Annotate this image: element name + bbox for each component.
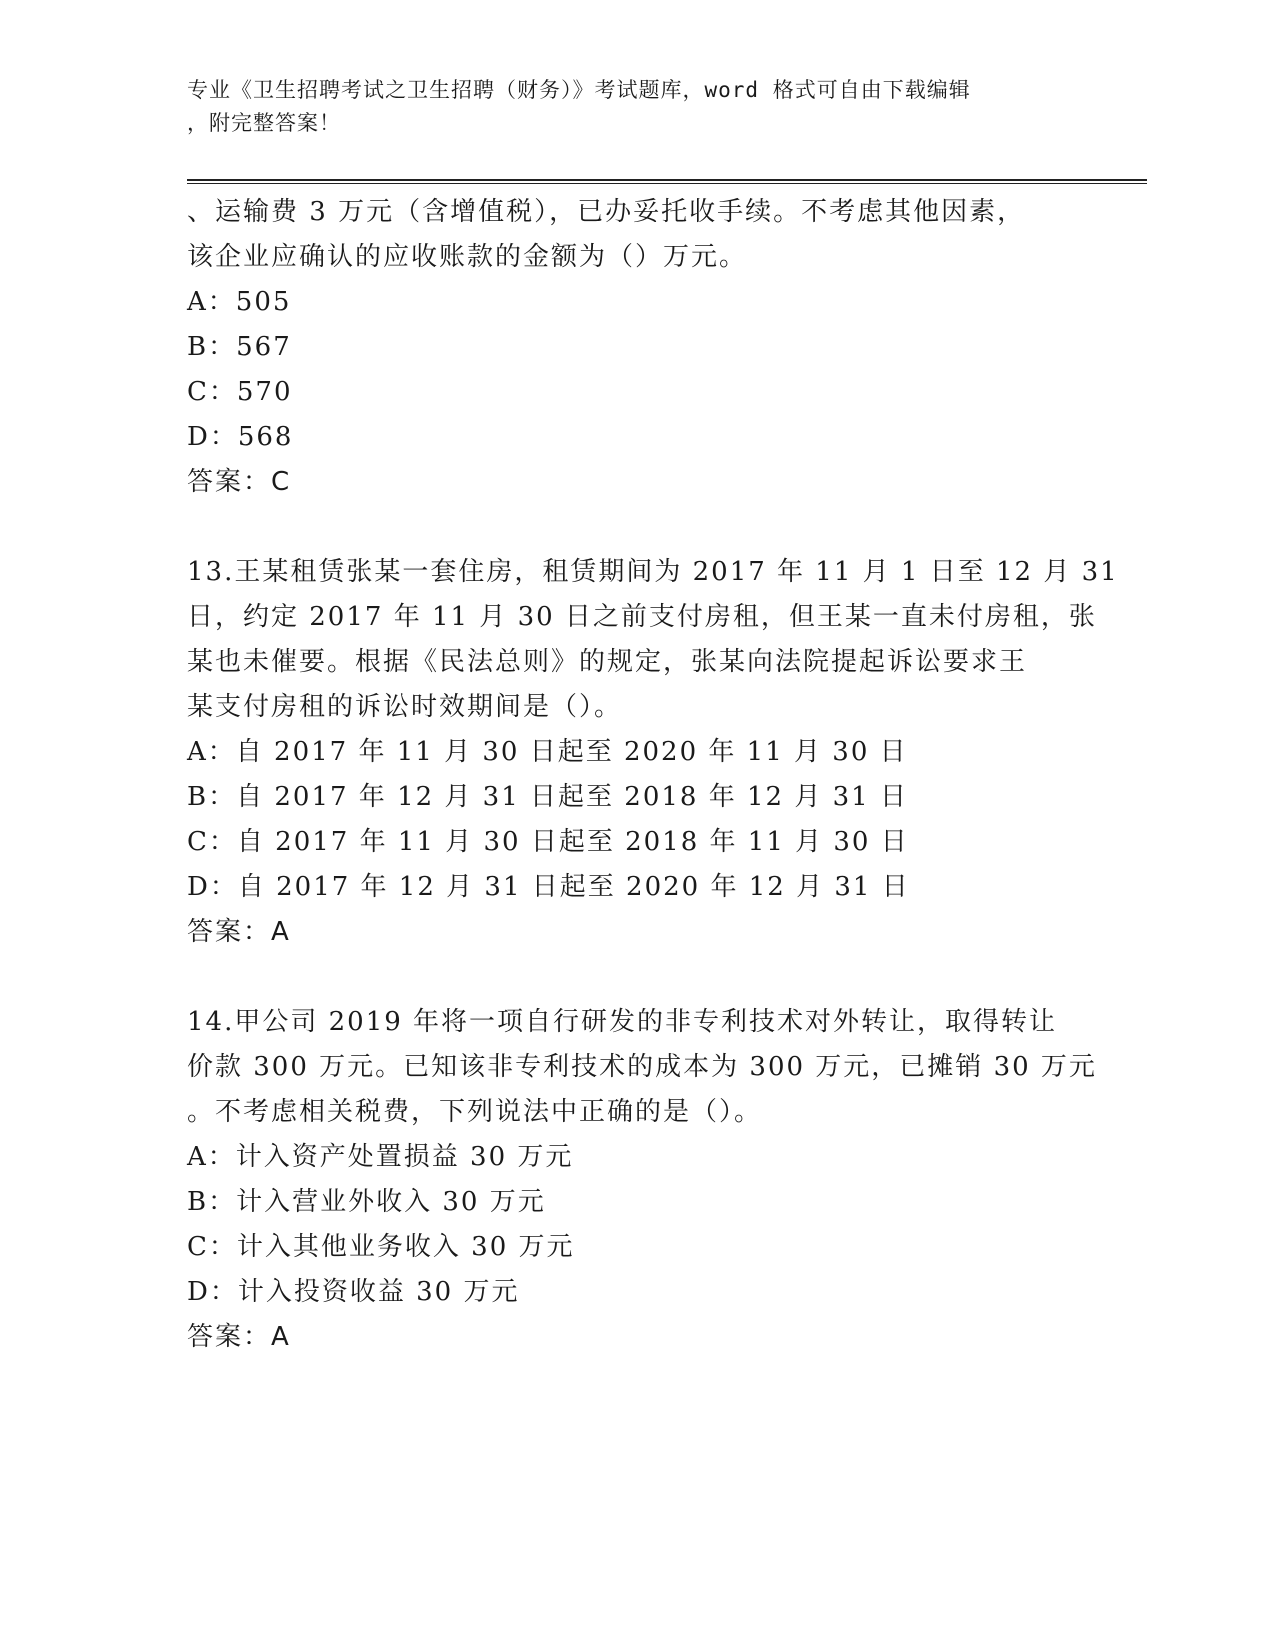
question-text: 、运输费 3 万元（含增值税），已办妥托收手续。不考虑其他因素， bbox=[187, 197, 1026, 227]
document-header bbox=[187, 74, 1067, 140]
option-b: B：计入营业外收入 30 万元 bbox=[187, 1187, 546, 1217]
question-text: 14.甲公司 2019 年将一项自行研发的非专利技术对外转让，取得转让 bbox=[187, 1007, 1058, 1037]
question-12 bbox=[187, 190, 1087, 505]
question-list bbox=[187, 190, 1119, 1360]
question-text: 价款 300 万元。已知该非专利技术的成本为 300 万元，已摊销 30 万元 bbox=[187, 1052, 1097, 1082]
question-text: 某支付房租的诉讼时效期间是（）。 bbox=[187, 692, 623, 722]
option-d: D：计入投资收益 30 万元 bbox=[187, 1277, 520, 1307]
answer: 答案：A bbox=[187, 917, 291, 947]
header-line-2: ，附完整答案！ bbox=[187, 111, 341, 135]
question-14 bbox=[187, 1000, 1097, 1360]
option-c: C：计入其他业务收入 30 万元 bbox=[187, 1232, 575, 1262]
question-text: 某也未催要。根据《民法总则》的规定，张某向法院提起诉讼要求王 bbox=[187, 647, 1028, 677]
header-divider bbox=[187, 179, 1147, 184]
question-text: 该企业应确认的应收账款的金额为（）万元。 bbox=[187, 242, 748, 272]
header-line-1: 专业《卫生招聘考试之卫生招聘（财务）》考试题库，word 格式可自由下载编辑 bbox=[187, 78, 971, 102]
option-c: C：570 bbox=[187, 377, 293, 407]
question-text: 13.王某租赁张某一套住房，租赁期间为 2017 年 11 月 1 日至 12 月 31 bbox=[187, 557, 1119, 587]
option-d: D：568 bbox=[187, 422, 294, 452]
option-b: B：自 2017 年 12 月 31 日起至 2018 年 12 月 31 日 bbox=[187, 782, 908, 812]
answer: 答案：A bbox=[187, 1322, 291, 1352]
option-a: A：计入资产处置损益 30 万元 bbox=[187, 1142, 574, 1172]
option-a: A：自 2017 年 11 月 30 日起至 2020 年 11 月 30 日 bbox=[187, 737, 908, 767]
option-b: B：567 bbox=[187, 332, 292, 362]
spacer bbox=[187, 955, 1087, 1000]
question-text: 日，约定 2017 年 11 月 30 日之前支付房租，但王某一直未付房租，张 bbox=[187, 602, 1097, 632]
option-c: C：自 2017 年 11 月 30 日起至 2018 年 11 月 30 日 bbox=[187, 827, 909, 857]
question-13 bbox=[187, 550, 1119, 955]
option-a: A：505 bbox=[187, 287, 292, 317]
question-text: 。不考虑相关税费，下列说法中正确的是（）。 bbox=[187, 1097, 763, 1127]
spacer bbox=[187, 505, 1087, 550]
option-d: D：自 2017 年 12 月 31 日起至 2020 年 12 月 31 日 bbox=[187, 872, 910, 902]
answer: 答案：C bbox=[187, 467, 292, 497]
